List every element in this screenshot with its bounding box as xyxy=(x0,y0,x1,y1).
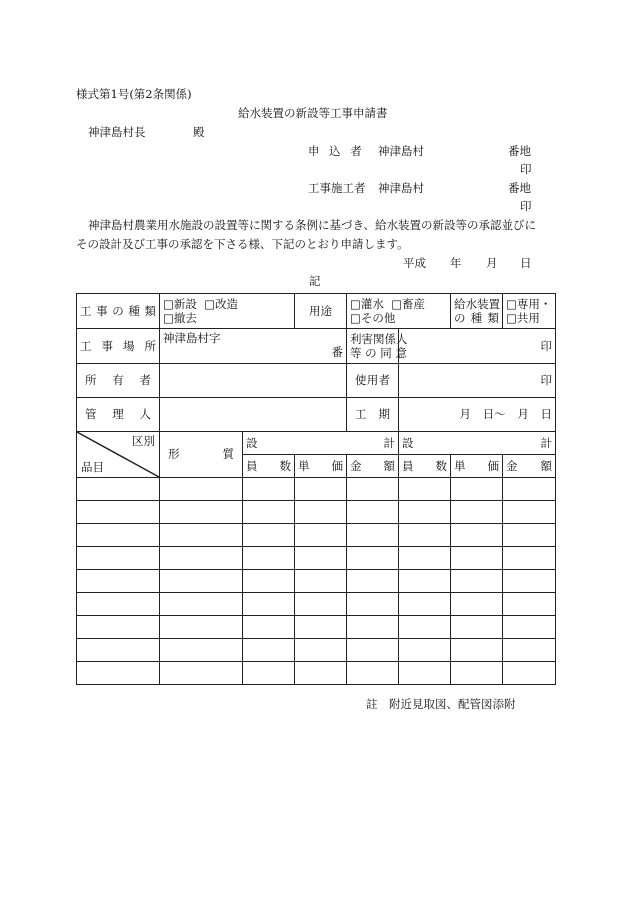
item-cell[interactable] xyxy=(295,662,347,685)
item-cell[interactable] xyxy=(347,662,399,685)
user-label-cell xyxy=(347,364,399,398)
item-cell[interactable] xyxy=(160,547,243,570)
user-label: 使用者 xyxy=(355,373,390,388)
date-year: 年 xyxy=(450,256,462,270)
applicant-seal: 印 xyxy=(520,162,532,176)
site-field[interactable] xyxy=(160,329,347,364)
date-month: 月 xyxy=(486,256,498,270)
form-number: 様式第1号(第2条関係) xyxy=(76,87,192,101)
work-type-options[interactable] xyxy=(160,294,295,329)
item-cell[interactable] xyxy=(451,478,503,501)
site-label: 工事場所 xyxy=(80,338,156,353)
item-row xyxy=(77,593,556,616)
item-cell[interactable] xyxy=(399,501,451,524)
item-cell[interactable] xyxy=(295,593,347,616)
shape-label: 形質 xyxy=(168,447,234,462)
applicant-label: 申 込 者 xyxy=(308,144,365,158)
design-amount-label: 金額 xyxy=(350,458,395,473)
item-cell[interactable] xyxy=(77,524,160,547)
use-options[interactable] xyxy=(347,294,451,329)
settle-qty-cell xyxy=(399,455,451,478)
item-cell[interactable] xyxy=(160,570,243,593)
owner-label: 所有者 xyxy=(85,373,151,388)
item-cell[interactable] xyxy=(503,524,556,547)
item-row xyxy=(77,547,556,570)
item-cell[interactable] xyxy=(503,616,556,639)
item-cell[interactable] xyxy=(77,616,160,639)
item-cell[interactable] xyxy=(451,616,503,639)
item-cell[interactable] xyxy=(399,524,451,547)
row-items-header-1 xyxy=(77,432,556,455)
item-cell[interactable] xyxy=(347,593,399,616)
item-cell[interactable] xyxy=(347,547,399,570)
manager-label: 管理人 xyxy=(85,407,151,422)
item-cell[interactable] xyxy=(243,478,295,501)
period-label-cell xyxy=(347,398,399,432)
item-cell[interactable] xyxy=(451,593,503,616)
design-label: 設 xyxy=(246,435,258,450)
site-label-cell xyxy=(77,329,160,364)
item-cell[interactable] xyxy=(399,616,451,639)
item-cell[interactable] xyxy=(503,570,556,593)
design-header xyxy=(243,432,399,455)
item-cell[interactable] xyxy=(160,593,243,616)
consent-label-cell xyxy=(347,329,408,364)
item-cell[interactable] xyxy=(451,570,503,593)
item-cell[interactable] xyxy=(347,616,399,639)
checkbox-private[interactable]: □専用・ xyxy=(506,296,552,311)
row-work-type xyxy=(77,294,556,329)
item-cell[interactable] xyxy=(451,524,503,547)
item-row xyxy=(77,501,556,524)
honorific: 殿 xyxy=(193,125,205,139)
item-cell[interactable] xyxy=(160,639,243,662)
contractor-banchi: 番地 xyxy=(508,181,531,195)
date-era: 平成 xyxy=(403,256,426,270)
item-cell[interactable] xyxy=(77,547,160,570)
item-cell[interactable] xyxy=(503,662,556,685)
item-cell[interactable] xyxy=(347,524,399,547)
item-cell[interactable] xyxy=(160,478,243,501)
checkbox-modify[interactable]: □改造 xyxy=(204,296,239,311)
settle-unit-price-cell xyxy=(451,455,503,478)
ki-label: 記 xyxy=(309,274,321,288)
owner-label-cell xyxy=(77,364,160,398)
item-cell[interactable] xyxy=(399,639,451,662)
item-label: 品目 xyxy=(81,459,104,474)
item-cell[interactable] xyxy=(77,662,160,685)
item-cell[interactable] xyxy=(295,501,347,524)
application-table xyxy=(76,293,556,685)
design-qty-label: 員数 xyxy=(246,458,291,473)
item-cell[interactable] xyxy=(451,547,503,570)
item-rows xyxy=(77,478,556,685)
owner-field[interactable] xyxy=(160,364,347,398)
item-cell[interactable] xyxy=(243,593,295,616)
item-cell[interactable] xyxy=(399,570,451,593)
item-cell[interactable] xyxy=(399,593,451,616)
item-cell[interactable] xyxy=(503,547,556,570)
division-item-cell xyxy=(77,432,160,478)
item-cell[interactable] xyxy=(347,501,399,524)
design-unit-price-cell xyxy=(295,455,347,478)
addressee: 神津島村長 xyxy=(88,125,146,139)
device-type-label-cell xyxy=(451,294,503,329)
item-row xyxy=(77,570,556,593)
item-cell[interactable] xyxy=(347,478,399,501)
checkbox-shared[interactable]: □共用 xyxy=(506,311,540,325)
item-cell[interactable] xyxy=(347,639,399,662)
item-cell[interactable] xyxy=(503,593,556,616)
item-row xyxy=(77,478,556,501)
item-cell[interactable] xyxy=(243,570,295,593)
settle-amount-label: 金額 xyxy=(506,458,552,473)
checkbox-new[interactable]: □新設 xyxy=(163,296,197,311)
checkbox-remove[interactable]: □撤去 xyxy=(163,311,197,325)
contractor-village: 神津島村 xyxy=(378,181,424,195)
date-day: 日 xyxy=(520,256,532,270)
item-cell[interactable] xyxy=(243,501,295,524)
settle-amount-cell xyxy=(503,455,556,478)
work-type-label-cell xyxy=(77,294,160,329)
item-cell[interactable] xyxy=(160,524,243,547)
settle-header xyxy=(399,432,556,455)
item-cell[interactable] xyxy=(295,547,347,570)
footnote: 註 附近見取図、配管図添附 xyxy=(366,697,516,711)
item-cell[interactable] xyxy=(503,501,556,524)
item-cell[interactable] xyxy=(77,570,160,593)
item-cell[interactable] xyxy=(295,524,347,547)
checkbox-other[interactable]: □その他 xyxy=(350,311,396,325)
item-cell[interactable] xyxy=(503,639,556,662)
checkbox-livestock[interactable]: □畜産 xyxy=(391,296,426,311)
settle-label-2: 計 xyxy=(540,435,552,450)
applicant-village: 神津島村 xyxy=(378,144,424,158)
item-cell[interactable] xyxy=(77,639,160,662)
item-cell[interactable] xyxy=(77,593,160,616)
shape-label-cell xyxy=(160,432,243,478)
item-cell[interactable] xyxy=(243,547,295,570)
row-manager xyxy=(77,398,556,432)
item-cell[interactable] xyxy=(451,662,503,685)
contractor-seal: 印 xyxy=(520,199,532,213)
checkbox-irrigation[interactable]: □灌水 xyxy=(350,296,384,311)
item-cell[interactable] xyxy=(451,501,503,524)
item-cell[interactable] xyxy=(243,662,295,685)
item-row xyxy=(77,662,556,685)
consent-label-1: 利害関係人 xyxy=(350,331,408,346)
form-title: 給水装置の新設等工事申請書 xyxy=(238,106,388,120)
design-amount-cell xyxy=(347,455,399,478)
site-value: 神津島村字 xyxy=(163,331,221,345)
item-cell[interactable] xyxy=(399,662,451,685)
device-type-label-2: の 種 類 xyxy=(454,311,499,325)
item-cell[interactable] xyxy=(503,478,556,501)
item-row xyxy=(77,616,556,639)
item-cell[interactable] xyxy=(451,639,503,662)
item-cell[interactable] xyxy=(243,524,295,547)
site-ban: 番 xyxy=(331,345,343,360)
use-label: 用途 xyxy=(295,294,347,329)
item-cell[interactable] xyxy=(295,616,347,639)
item-cell[interactable] xyxy=(295,639,347,662)
item-cell[interactable] xyxy=(399,547,451,570)
device-type-label-1: 給水装置 xyxy=(454,296,500,311)
item-row xyxy=(77,639,556,662)
period-value[interactable]: 月 日〜 月 日 xyxy=(399,398,556,432)
consent-seal[interactable]: 印 xyxy=(399,329,556,364)
body-text-line2: その設計及び工事の承認を下さる様、下記のとおり申請します。 xyxy=(76,237,409,251)
item-cell[interactable] xyxy=(160,662,243,685)
item-row xyxy=(77,524,556,547)
row-owner xyxy=(77,364,556,398)
item-cell[interactable] xyxy=(77,478,160,501)
item-cell[interactable] xyxy=(295,478,347,501)
item-cell[interactable] xyxy=(160,616,243,639)
design-qty-cell xyxy=(243,455,295,478)
period-label: 工期 xyxy=(355,407,390,422)
item-cell[interactable] xyxy=(243,639,295,662)
item-cell[interactable] xyxy=(347,570,399,593)
design-unit-price-label: 単価 xyxy=(298,458,343,473)
manager-field[interactable] xyxy=(160,398,347,432)
consent-label-2: 等 の 同 意 xyxy=(350,346,407,360)
work-type-label: 工事の種類 xyxy=(80,303,156,318)
item-cell[interactable] xyxy=(77,501,160,524)
settle-qty-label: 員数 xyxy=(402,458,447,473)
device-type-options[interactable] xyxy=(503,294,556,329)
settle-label: 設 xyxy=(402,435,414,450)
body-text-line1: 神津島村農業用水施設の設置等に関する条例に基づき、給水装置の新設等の承認並びに xyxy=(88,218,537,232)
item-cell[interactable] xyxy=(243,616,295,639)
division-label: 区別 xyxy=(132,434,155,448)
item-cell[interactable] xyxy=(160,501,243,524)
contractor-label: 工事施工者 xyxy=(308,181,366,195)
user-seal[interactable]: 印 xyxy=(399,364,556,398)
manager-label-cell xyxy=(77,398,160,432)
item-cell[interactable] xyxy=(295,570,347,593)
settle-unit-price-label: 単価 xyxy=(454,458,499,473)
item-cell[interactable] xyxy=(399,478,451,501)
applicant-banchi: 番地 xyxy=(508,144,531,158)
row-site xyxy=(77,329,556,364)
design-label-2: 計 xyxy=(383,435,395,450)
